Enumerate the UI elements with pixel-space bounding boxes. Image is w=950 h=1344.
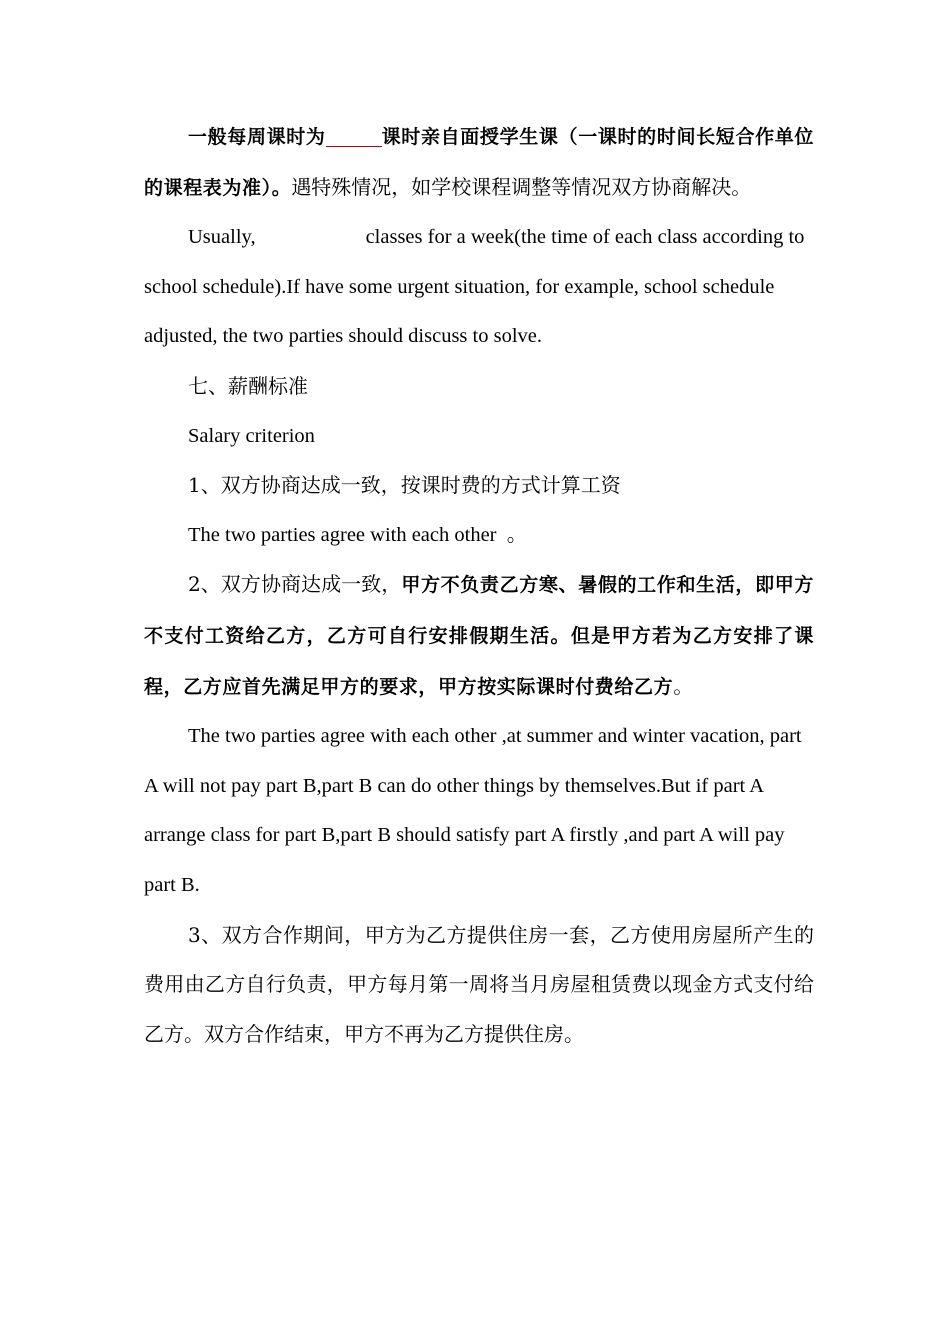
salary-item-1: 1、双方协商达成一致，按课时费的方式计算工资	[188, 473, 621, 498]
document-body	[144, 112, 814, 1059]
class-hours-en-lead: Usually,	[188, 226, 256, 249]
class-hours-en-body: classes for a week(the time of each class according to school schedule).If have some urgent situation, for example, school schedule adjusted, the two parties should discuss to solve.	[144, 226, 805, 348]
section-7-heading-en: Salary criterion	[188, 424, 315, 447]
class-hours-text-bold-b: 课时亲自面授学生课（一课时的时间长短合作单位的课程表为准）。	[144, 126, 815, 199]
salary-item-2-bold: 甲方不负责乙方寒、暑假的工作和生活，即甲方不支付工资给乙方，乙方可自行安排假期生活。但是甲方若为乙方安排了课程，乙方应首先满足甲方的要求，甲方按实际课时付费给乙方	[144, 574, 814, 698]
salary-item-2-en: The two parties agree with each other ,at summer and winter vacation, part A will not pay part B,part B can do other things by themselves.But if part A arrange class for part B,part B should satisfy part A firstly ,and part A will pay part B.	[144, 725, 802, 896]
class-hours-blank	[326, 124, 382, 147]
class-hours-text-bold-a: 一般每周课时为	[188, 126, 326, 148]
salary-item-2-lead: 2、双方协商达成一致，	[188, 572, 402, 597]
class-hours-paragraph-en	[144, 213, 814, 362]
class-hours-paragraph-zh	[144, 112, 814, 213]
salary-item-3: 3、双方合作期间，甲方为乙方提供住房一套，乙方使用房屋所产生的费用由乙方自行负责，甲方每月第一周将当月房屋租赁费以现金方式支付给乙方。双方合作结束，甲方不再为乙方提供住房。	[144, 922, 814, 1046]
salary-item-2-end: 。	[673, 673, 694, 698]
section-7-heading: 七、薪酬标准	[188, 373, 308, 398]
salary-item-2	[144, 560, 814, 712]
salary-item-1-en: The two parties agree with each other 。	[188, 523, 528, 546]
class-hours-text-regular: 遇特殊情况，如学校课程调整等情况双方协商解决。	[291, 174, 752, 199]
